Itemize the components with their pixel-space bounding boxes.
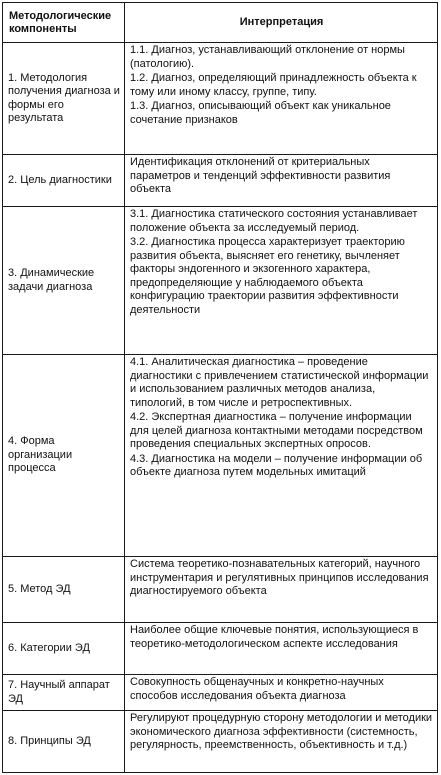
row-2-interpretation (125, 155, 438, 207)
table-body (3, 43, 438, 773)
row-6-component: 6. Категории ЭД (3, 623, 125, 675)
row-8-component: 8. Принципы ЭД (3, 711, 125, 773)
row-1-component: 1. Методология получения диагноза и формы его результата (3, 43, 125, 155)
header-interpretation: Интерпретация (125, 3, 438, 43)
row-4-item-2: 4.2. Экспертная диагностика – получение информации для целей диагноза контактными методами посредством проведения специальных экспертных опросов. (130, 411, 423, 450)
row-4-item-3: 4.3. Диагностика на модели – получение информации об объекте диагноза путем модельных имитаций (130, 452, 423, 478)
row-8-item-1: Регулируют процедурную сторону методологии и методики экономического диагноза эффективности (системность, регулярность, преемственность, объективность и т.д.) (130, 712, 433, 751)
row-3-component: 3. Динамические задачи диагноза (3, 207, 125, 355)
table-row (3, 623, 438, 675)
table-row (3, 675, 438, 711)
row-1-item-2: 1.2. Диагноз, определяющий принадлежность объекта к тому или иному классу, группе, типу. (130, 72, 417, 98)
table-row (3, 557, 438, 623)
table-row (3, 711, 438, 773)
row-4-item-1: 4.1. Аналитическая диагностика – проведение диагностики с привлечением статистической информации и использованием различных методов анализа, типологий, в том числе и ретроспективных. (130, 356, 429, 409)
row-2-item-1: Идентификация отклонений от критериальных параметров и тенденций эффективности развития объекта (130, 156, 391, 195)
table-row (3, 355, 438, 557)
row-5-interpretation (125, 557, 438, 623)
row-7-component: 7. Научный аппарат ЭД (3, 675, 125, 711)
row-2-component: 2. Цель диагностики (3, 155, 125, 207)
table-header (3, 3, 438, 43)
row-7-item-1: Совокупность общенаучных и конкретно-научных способов исследования объекта диагноза (130, 676, 384, 702)
row-4-interpretation (125, 355, 438, 557)
row-1-item-3: 1.3. Диагноз, описывающий объект как уникальное сочетание признаков (130, 100, 391, 126)
row-8-interpretation (125, 711, 438, 773)
row-6-interpretation (125, 623, 438, 675)
row-1-item-1: 1.1. Диагноз, устанавливающий отклонение от нормы (патологию). (130, 44, 405, 70)
table-row (3, 43, 438, 155)
row-7-interpretation (125, 675, 438, 711)
table-row (3, 155, 438, 207)
row-1-interpretation (125, 43, 438, 155)
header-row (3, 3, 438, 43)
row-5-component: 5. Метод ЭД (3, 557, 125, 623)
row-5-item-1: Система теоретико-познавательных категорий, научного инструментария и регулятивных принципов исследования диагностируемого объекта (130, 558, 429, 597)
row-3-item-2: 3.2. Диагностика процесса характеризует траекторию развития объекта, выясняет его генетику, вычленяет факторы эндогенного и экзогенного характера, предопределяющие у наблюдаемого объекта конфигурацию траектории развития эффективности деятельности (130, 236, 405, 316)
header-components: Методологические компоненты (3, 3, 125, 43)
row-3-item-1: 3.1. Диагностика статического состояния устанавливает положение объекта за исследуемый период. (130, 208, 418, 234)
row-4-component: 4. Форма организации процесса (3, 355, 125, 557)
row-3-interpretation (125, 207, 438, 355)
table-row (3, 207, 438, 355)
row-6-item-1: Наиболее общие ключевые понятия, использующиеся в теоретико-методологическом аспекте исследования (130, 624, 419, 650)
methodology-table (2, 2, 438, 773)
